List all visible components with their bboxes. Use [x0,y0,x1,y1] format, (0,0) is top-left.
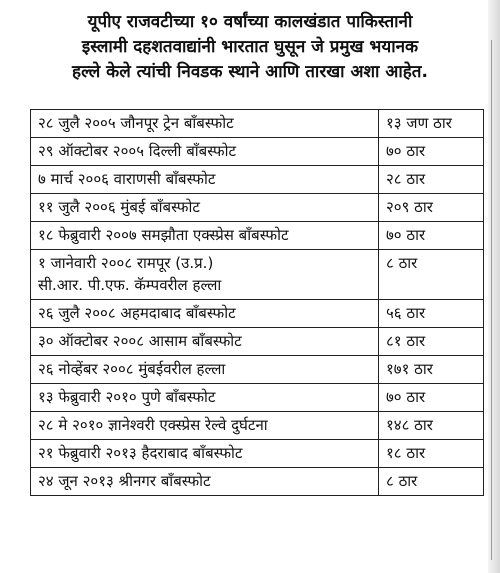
event-cell: १८ फेब्रुवारी २००७ समझौता एक्स्प्रेस बाँबस्फोट [31,222,379,250]
event-cell: २४ जून २०१३ श्रीनगर बाँबस्फोट [31,468,379,496]
table-row [31,356,484,384]
attacks-table [30,109,484,496]
table-row [31,250,484,300]
table-row [31,138,484,166]
toll-cell: १४८ ठार [379,412,484,440]
event-line-1: १ जानेवारी २००८ रामपूर (उ.प्र.) [38,254,214,272]
toll-cell: ७० ठार [379,222,484,250]
event-cell: २९ ऑक्टोबर २००५ दिल्ली बाँबस्फोट [31,138,379,166]
heading-line-1: यूपीए राजवटीच्या १० वर्षांच्या कालखंडात पाकिस्तानी [87,12,413,32]
event-cell [31,250,379,300]
event-cell: ११ जुलै २००६ मुंबई बाँबस्फोट [31,194,379,222]
page-edge-line [491,40,492,560]
page-edge-shadow [488,0,500,573]
toll-cell: १३ जण ठार [379,110,484,138]
heading-line-3: हल्ले केले त्यांची निवडक स्थाने आणि तारखा अशा आहेत. [72,62,428,82]
toll-cell: ७० ठार [379,138,484,166]
heading [14,10,486,85]
heading-line-2: इस्लामी दहशतवाद्यांनी भारतात घुसून जे प्रमुख भयानक [81,37,419,57]
event-cell: २६ जुलै २००८ अहमदाबाद बाँबस्फोट [31,300,379,328]
table-row [31,384,484,412]
toll-cell: २८ ठार [379,166,484,194]
table-row [31,412,484,440]
table-row [31,300,484,328]
event-cell: ७ मार्च २००६ वाराणसी बाँबस्फोट [31,166,379,194]
table-row [31,110,484,138]
table-row [31,440,484,468]
toll-cell: ८ ठार [379,250,484,300]
event-cell: २१ फेब्रुवारी २०१३ हैदराबाद बाँबस्फोट [31,440,379,468]
event-cell: २८ मे २०१० ज्ञानेश्वरी एक्स्प्रेस रेल्वे दुर्घटना [31,412,379,440]
event-cell: २६ नोव्हेंबर २००८ मुंबईवरील हल्ला [31,356,379,384]
toll-cell: ७० ठार [379,384,484,412]
table-row [31,194,484,222]
event-cell: १३ फेब्रुवारी २०१० पुणे बाँबस्फोट [31,384,379,412]
table-row [31,328,484,356]
table-row [31,222,484,250]
toll-cell: ५६ ठार [379,300,484,328]
event-line-2: सी.आर. पी.एफ. कॅम्पवरील हल्ला [38,276,222,294]
toll-cell: १७१ ठार [379,356,484,384]
toll-cell: ८ ठार [379,468,484,496]
table-row [31,166,484,194]
event-cell: ३० ऑक्टोबर २००८ आसाम बाँबस्फोट [31,328,379,356]
toll-cell: २०९ ठार [379,194,484,222]
toll-cell: १८ ठार [379,440,484,468]
event-cell: २८ जुलै २००५ जौनपूर ट्रेन बाँबस्फोट [31,110,379,138]
toll-cell: ८१ ठार [379,328,484,356]
table-row [31,468,484,496]
